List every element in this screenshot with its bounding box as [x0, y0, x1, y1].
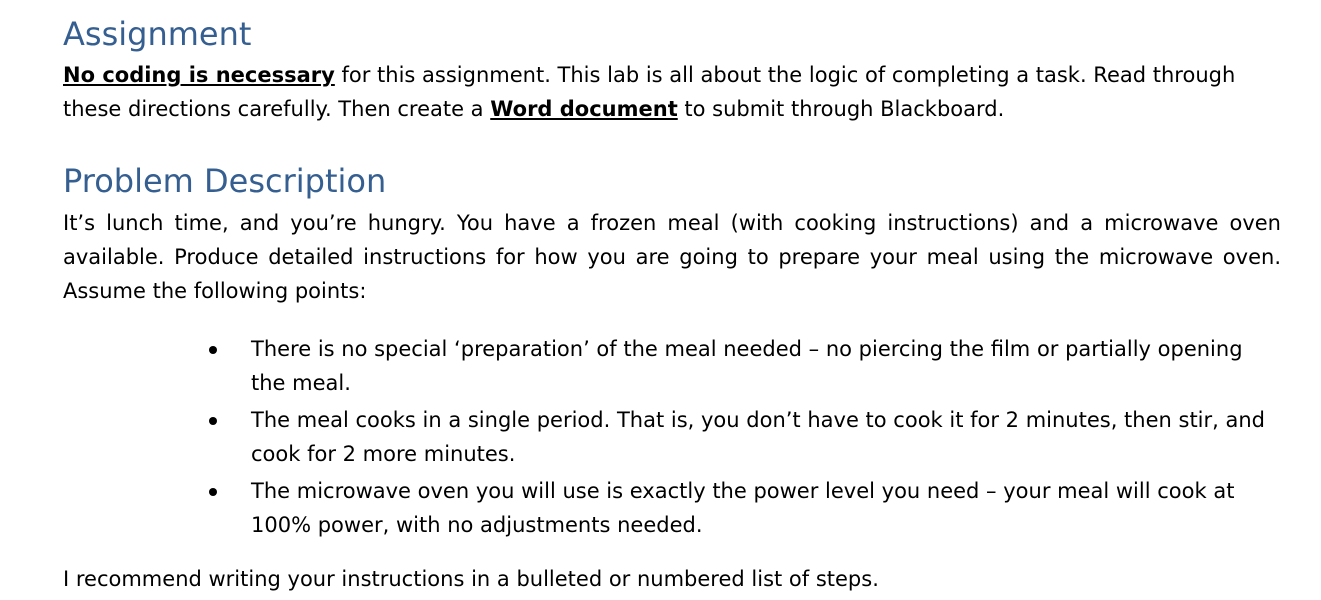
intro-text-1: for this assignment. This lab is all about the logic of completing a task. Read through these directions carefully. Then create a	[63, 63, 1236, 121]
list-item	[203, 474, 1283, 542]
list-item-text: The meal cooks in a single period. That is, you don’t have to cook it for 2 minutes, then stir, and cook for 2 more minutes.	[251, 408, 1266, 466]
list-item-text: There is no special ‘preparation’ of the meal needed – no piercing the film or partially opening the meal.	[251, 337, 1243, 395]
assignment-heading: Assignment	[63, 15, 252, 53]
assignment-intro	[63, 58, 1283, 126]
word-document-emphasis: Word document	[490, 97, 678, 121]
no-coding-emphasis: No coding is necessary	[63, 63, 335, 87]
intro-text-2: to submit through Blackboard.	[677, 97, 1005, 121]
problem-description-text: It’s lunch time, and you’re hungry. You have a frozen meal (with cooking instructions) and a microwave oven available. Produce detailed instructions for how you are going to prepare your meal using the microwave oven. Assume the following points:	[63, 211, 1281, 303]
bullet-icon	[203, 403, 223, 437]
problem-description-heading: Problem Description	[63, 162, 387, 200]
recommendation-text: I recommend writing your instructions in a bulleted or numbered list of steps.	[63, 567, 879, 591]
list-item	[203, 403, 1283, 471]
assumption-list	[203, 332, 1283, 545]
list-item	[203, 332, 1283, 400]
bullet-icon	[203, 332, 223, 366]
bullet-icon	[203, 474, 223, 508]
list-item-text: The microwave oven you will use is exactly the power level you need – your meal will cook at 100% power, with no adjustments needed.	[251, 479, 1235, 537]
